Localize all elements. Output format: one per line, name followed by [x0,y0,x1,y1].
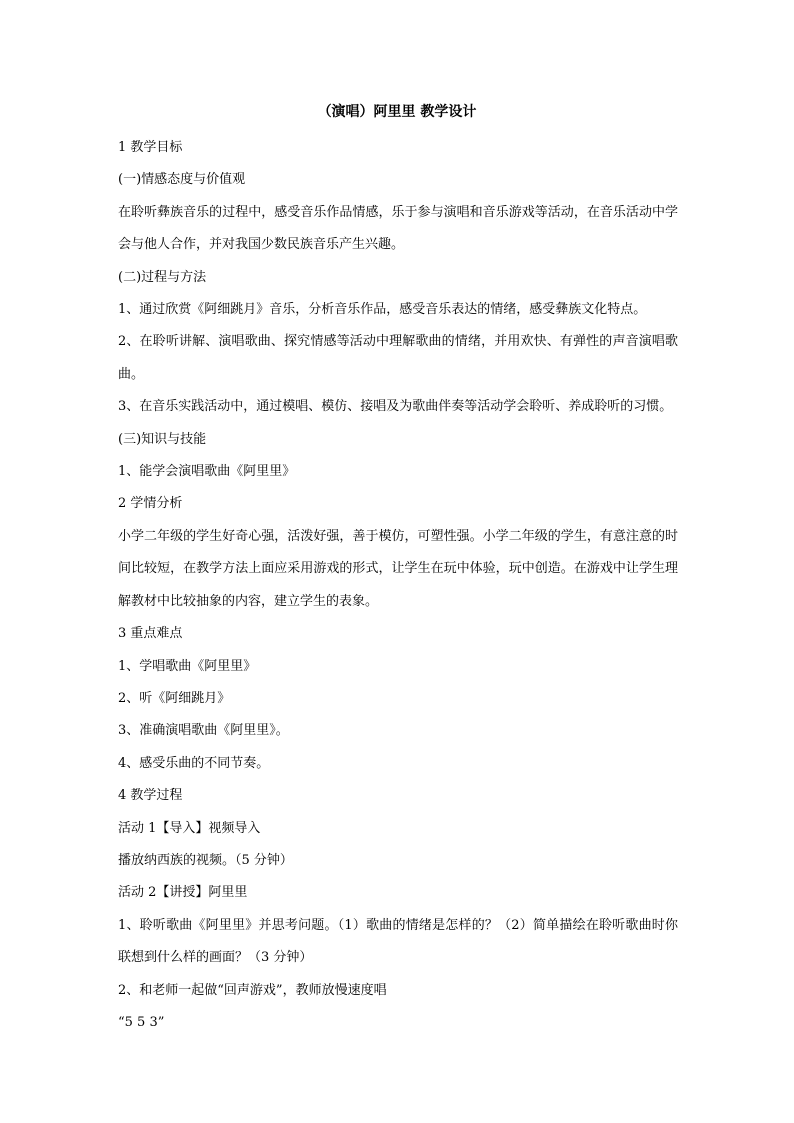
document-title: （演唱）阿里里 教学设计 [317,104,477,120]
list-item: 2、和老师一起做“回声游戏”，教师放慢速度唱 [118,982,387,998]
list-item: 3、在音乐实践活动中，通过模唱、模仿、接唱及为歌曲伴奏等活动学会聆听、养成聆听的习惯。 [118,399,673,415]
list-item: 3、准确演唱歌曲《阿里里》。 [118,723,289,739]
paragraph: “5 5 3” [118,1014,165,1030]
subheading-process: (二)过程与方法 [118,269,207,285]
list-item: 4、感受乐曲的不同节奏。 [118,755,270,771]
section-heading-key-points: 3 重点难点 [118,626,183,642]
list-item: 1、学唱歌曲《阿里里》 [118,658,257,674]
section-heading-analysis: 2 学情分析 [118,496,183,512]
list-item: 1、能学会演唱歌曲《阿里里》 [118,464,296,480]
paragraph: 在聆听彝族音乐的过程中，感受音乐作品情感，乐于参与演唱和音乐游戏等活动，在音乐活动中学会与他人合作，并对我国少数民族音乐产生兴趣。 [118,204,678,253]
subheading-emotion: (一)情感态度与价值观 [118,172,246,188]
paragraph: 小学二年级的学生好奇心强，活泼好强，善于模仿，可塑性强。小学二年级的学生，有意注意的时间比较短，在教学方法上面应采用游戏的形式，让学生在玩中体验，玩中创造。在游戏中让学生理解教材中比较抽象的内容，建立学生的表象。 [118,528,678,609]
paragraph: 播放纳西族的视频。（5 分钟） [118,852,293,868]
section-heading-objectives: 1 教学目标 [118,140,183,155]
section-heading-process: 4 教学过程 [118,788,183,804]
activity-heading: 活动 1【导入】视频导入 [118,820,261,836]
list-item: 1、通过欣赏《阿细跳月》音乐，分析音乐作品，感受音乐表达的情绪，感受彝族文化特点。 [118,302,647,318]
activity-heading: 活动 2【讲授】阿里里 [118,885,248,901]
subheading-knowledge: (三)知识与技能 [118,431,207,447]
list-item: 2、听《阿细跳月》 [118,690,231,706]
list-item: 1、聆听歌曲《阿里里》并思考问题。（1）歌曲的情绪是怎样的？（2）简单描绘在聆听歌曲时你联想到什么样的画面？（3 分钟） [118,917,678,966]
list-item: 2、在聆听讲解、演唱歌曲、探究情感等活动中理解歌曲的情绪，并用欢快、有弹性的声音演唱歌曲。 [118,334,678,382]
document-body [118,132,678,1039]
